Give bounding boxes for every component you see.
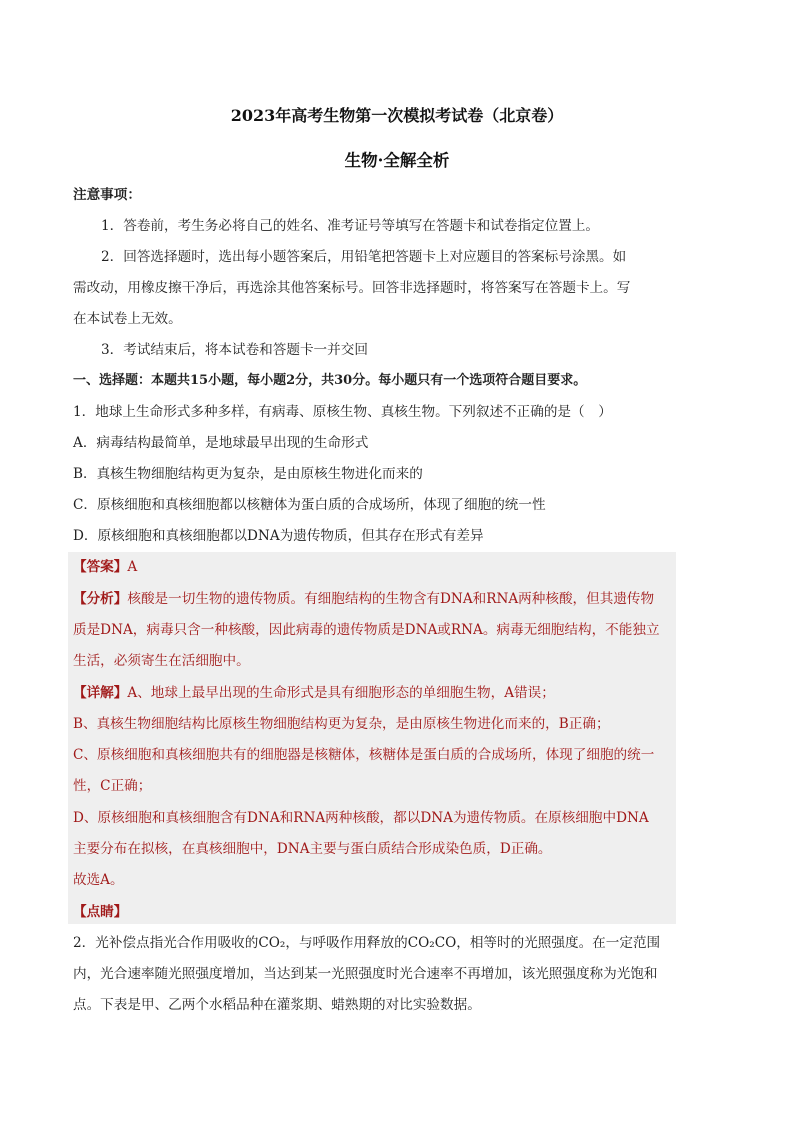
question-option: A．病毒结构最简单，是地球最早出现的生命形式 bbox=[73, 435, 369, 451]
question-option: B．真核生物细胞结构更为复杂，是由原核生物进化而来的 bbox=[73, 466, 423, 482]
question-2-line: 点。下表是甲、乙两个水稻品种在灌浆期、蜡熟期的对比实验数据。 bbox=[73, 997, 481, 1013]
question-2-line: 内，光合速率随光照强度增加，当达到某一光照强度时光合速率不再增加，该光照强度称为光饱和 bbox=[73, 966, 658, 982]
answer-line bbox=[73, 558, 683, 576]
document-subtitle: 生物·全解全析 bbox=[344, 151, 450, 170]
notice-line: 1．答卷前，考生务必将自己的姓名、准考证号等填写在答题卡和试卷指定位置上。 bbox=[101, 218, 600, 234]
detail-line: 性，C正确； bbox=[73, 778, 152, 794]
answer-value: A bbox=[127, 559, 138, 575]
analysis-line: 质是DNA，病毒只含一种核酸，因此病毒的遗传物质是DNA或RNA。病毒无细胞结构，不能独立 bbox=[73, 622, 660, 638]
detail-line: D、原核细胞和真核细胞含有DNA和RNA两种核酸，都以DNA为遗传物质。在原核细胞中DNA bbox=[73, 810, 649, 826]
detail-line: B、真核生物细胞结构比原核生物细胞结构更为复杂，是由原核生物进化而来的，B正确； bbox=[73, 716, 610, 732]
notice-heading: 注意事项： bbox=[73, 187, 141, 203]
question-2-line: 2．光补偿点指光合作用吸收的CO₂，与呼吸作用释放的CO₂CO，相等时的光照强度。在一定范围 bbox=[73, 935, 661, 951]
notice-line: 2．回答选择题时，选出每小题答案后，用铅笔把答题卡上对应题目的答案标号涂黑。如 bbox=[101, 249, 627, 265]
analysis-line: 【分析】核酸是一切生物的遗传物质。有细胞结构的生物含有DNA和RNA两种核酸，但其遗传物 bbox=[73, 591, 655, 607]
question-option: C．原核细胞和真核细胞都以核糖体为蛋白质的合成场所，体现了细胞的统一性 bbox=[73, 497, 546, 513]
notice-line: 在本试卷上无效。 bbox=[73, 311, 182, 327]
section-heading: 一、选择题：本题共15小题，每小题2分，共30分。每小题只有一个选项符合题目要求。 bbox=[73, 373, 587, 388]
notice-line: 需改动，用橡皮擦干净后，再选涂其他答案标号。回答非选择题时，将答案写在答题卡上。写 bbox=[73, 280, 631, 296]
detail-line: 主要分布在拟核，在真核细胞中，DNA主要与蛋白质结合形成染色质，D正确。 bbox=[73, 841, 552, 857]
detail-line: 故选A。 bbox=[73, 872, 124, 888]
document-title: 2023年高考生物第一次模拟考试卷（北京卷） bbox=[230, 106, 564, 125]
analysis-tag: 【分析】 bbox=[73, 591, 128, 607]
detail-tag: 【详解】 bbox=[73, 685, 128, 701]
notice-line: 3．考试结束后，将本试卷和答题卡一并交回 bbox=[101, 342, 368, 358]
analysis-line: 生活，必须寄生在活细胞中。 bbox=[73, 653, 250, 669]
question-option: D．原核细胞和真核细胞都以DNA为遗传物质，但其存在形式有差异 bbox=[73, 528, 484, 544]
answer-tag: 【答案】 bbox=[73, 559, 128, 575]
point-tag: 【点睛】 bbox=[73, 904, 128, 920]
detail-line: C、原核细胞和真核细胞共有的细胞器是核糖体，核糖体是蛋白质的合成场所，体现了细胞的统一 bbox=[73, 747, 655, 763]
question-stem: 1．地球上生命形式多种多样，有病毒、原核生物、真核生物。下列叙述不正确的是（ ） bbox=[73, 404, 612, 420]
detail-line: 【详解】A、地球上最早出现的生命形式是具有细胞形态的单细胞生物，A错误； bbox=[73, 685, 555, 701]
